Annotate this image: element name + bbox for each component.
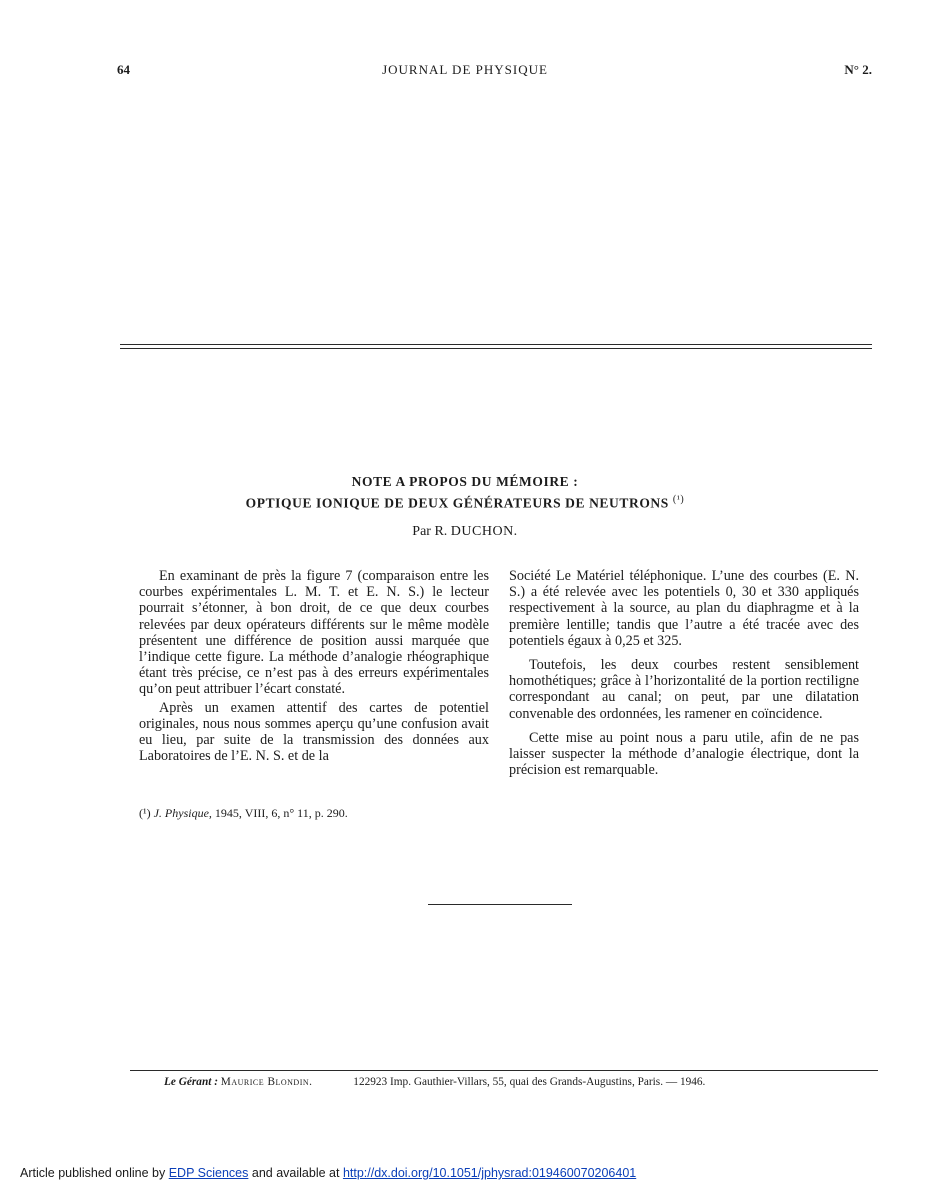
- publisher-link[interactable]: EDP Sciences: [168, 1166, 249, 1180]
- imprint-line: [164, 1076, 864, 1088]
- body-column-right: [509, 568, 859, 778]
- article-title-line-2: [0, 494, 930, 512]
- footnote: [139, 806, 489, 821]
- paragraph: En examinant de près la figure 7 (comparaison entre les courbes expérimentales L. M. T. et E. N. S.) le lecteur pourrait s’étonner, à bon droit, de ce que deux courbes relevées par deux opérateurs différents sur le même modèle présentent une différence de position aussi marquée que l’indique cette figure. La méthode d’analogie rhéographique étant très précise, ce n’est pas à des erreurs expérimentales qu’on peut attribuer l’écart constaté.: [139, 568, 489, 698]
- title-footnote-mark: (¹): [672, 494, 685, 505]
- paragraph: Après un examen attentif des cartes de potentiel originales, nous nous sommes aperçu qu’une confusion avait eu lieu, par suite de la transmission des données aux Laboratoires de l’E. N. S. et de la: [139, 699, 489, 765]
- paragraph: Cette mise au point nous a paru utile, afin de ne pas laisser suspecter la méthode d’analogie électrique, dont la précision est remarquable.: [509, 729, 859, 779]
- printer-line: 122923 Imp. Gauthier-Villars, 55, quai des Grands-Augustins, Paris. — 1946.: [353, 1076, 706, 1088]
- running-head: JOURNAL DE PHYSIQUE: [382, 62, 548, 77]
- author-prefix: Par R.: [412, 524, 448, 539]
- footnote-reference: 1945, VIII, 6, n° 11, p. 290.: [214, 806, 348, 820]
- doi-link[interactable]: http://dx.doi.org/10.1051/jphysrad:019460070206401: [342, 1166, 637, 1180]
- footnote-mark: (¹): [139, 806, 151, 820]
- paragraph: Société Le Matériel téléphonique. L’une des courbes (E. N. S.) a été relevée avec les potentiels 0, 30 et 330 appliqués respectivement à la source, au plan du diaphragme et à la première lentille; tandis que l’autre a été tracée avec des potentiels égaux à 0,25 et 325.: [509, 568, 859, 649]
- page-number: 64: [117, 62, 130, 77]
- gerant-name: Maurice Blondin.: [220, 1076, 313, 1088]
- author-line: [0, 524, 930, 540]
- author-name: DUCHON.: [450, 524, 518, 539]
- credit-text: and available at: [251, 1166, 340, 1180]
- end-rule: [428, 904, 572, 905]
- imprint-rule: [130, 1070, 878, 1071]
- article-title-text: OPTIQUE IONIQUE DE DEUX GÉNÉRATEURS DE NEUTRONS: [245, 495, 669, 511]
- gerant-label: Le Gérant :: [164, 1076, 218, 1088]
- separator-rule: [120, 344, 872, 345]
- paragraph: Toutefois, les deux courbes restent sensiblement homothétiques; grâce à l’horizontalité de la portion rectiligne correspondant au canal; on peut, par une dilatation convenable des ordonnées, les ramener en coïncidence.: [509, 657, 859, 722]
- issue-number: N° 2.: [844, 62, 872, 77]
- separator-rule: [120, 348, 872, 349]
- footnote-journal: J. Physique,: [153, 806, 212, 820]
- publication-credit: [20, 1166, 636, 1180]
- credit-text: Article published online by: [20, 1166, 166, 1180]
- article-title-line-1: NOTE A PROPOS DU MÉMOIRE :: [351, 474, 579, 489]
- body-column-left: [139, 568, 489, 764]
